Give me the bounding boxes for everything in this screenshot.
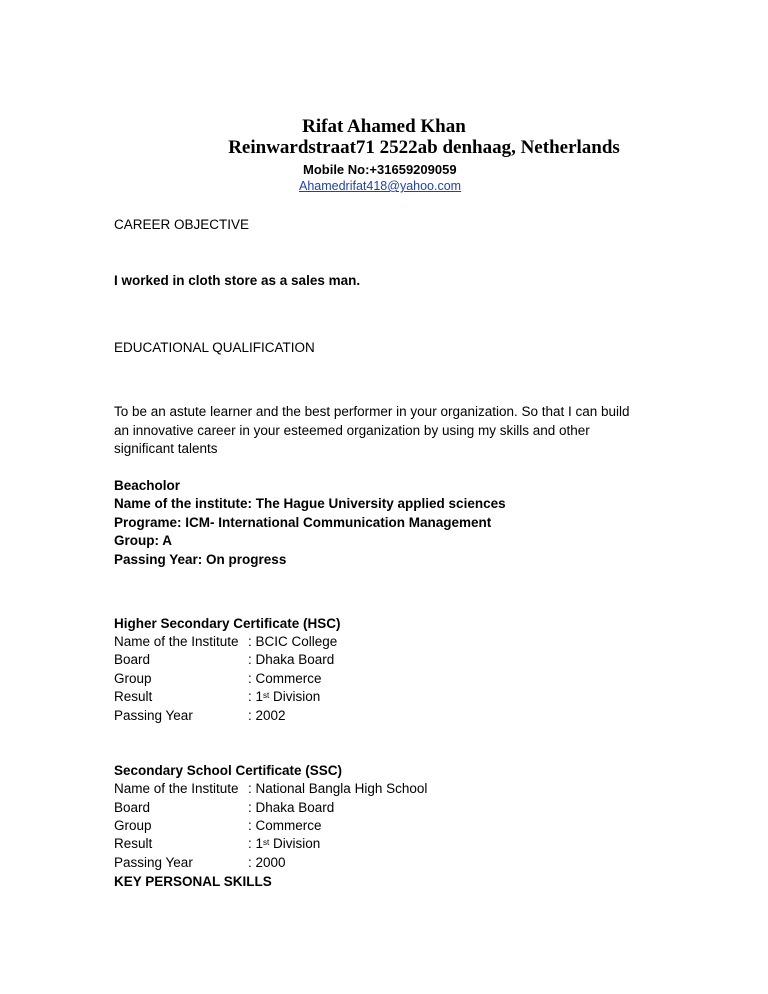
row-label: Name of the Institute <box>114 634 239 649</box>
row-value: : Dhaka Board <box>248 652 335 667</box>
career-objective-text: I worked in cloth store as a sales man. <box>114 273 361 288</box>
education-intro-line: an innovative career in your esteemed organization by using my skills and other <box>114 423 590 438</box>
bachelor-group: Group: A <box>114 533 172 548</box>
row-label: Result <box>114 836 153 851</box>
ssc-row-result <box>114 835 320 854</box>
row-value: : BCIC College <box>248 634 338 649</box>
ssc-row-passing-year <box>114 854 286 873</box>
row-label: Board <box>114 652 151 667</box>
resume-address: Reinwardstraat71 2522ab denhaag, Netherlands <box>228 137 620 158</box>
education-heading: EDUCATIONAL QUALIFICATION <box>114 340 315 355</box>
hsc-row-board <box>114 651 334 670</box>
ssc-row-institute <box>114 780 427 799</box>
row-value: : Dhaka Board <box>248 800 335 815</box>
education-intro-line: significant talents <box>114 441 218 456</box>
row-value: : 1st Division <box>248 836 321 851</box>
hsc-row-result <box>114 688 320 707</box>
education-intro-line: To be an astute learner and the best performer in your organization. So that I can build <box>114 404 630 419</box>
bachelor-passing-year: Passing Year: On progress <box>114 552 287 567</box>
row-label: Board <box>114 800 151 815</box>
ssc-row-board <box>114 799 334 818</box>
bachelor-program: Programe: ICM- International Communication Management <box>114 515 492 530</box>
row-label: Group <box>114 818 152 833</box>
bachelor-institute: Name of the institute: The Hague University applied sciences <box>114 496 506 511</box>
row-label: Passing Year <box>114 708 193 723</box>
row-label: Passing Year <box>114 855 193 870</box>
row-label: Result <box>114 689 153 704</box>
bachelor-title: Beacholor <box>114 478 181 493</box>
row-label: Name of the Institute <box>114 781 239 796</box>
row-value: : 2000 <box>248 855 286 870</box>
email-link[interactable]: Ahamedrifat418@yahoo.com <box>299 179 462 193</box>
ssc-title: Secondary School Certificate (SSC) <box>114 763 343 778</box>
row-value: : Commerce <box>248 671 322 686</box>
resume-mobile: Mobile No:+31659209059 <box>303 162 457 177</box>
row-label: Group <box>114 671 152 686</box>
ssc-row-group <box>114 817 322 836</box>
row-value: : National Bangla High School <box>248 781 428 796</box>
hsc-row-institute <box>114 633 337 652</box>
hsc-row-passing-year <box>114 707 286 726</box>
resume-name: Rifat Ahamed Khan <box>302 116 466 137</box>
skills-heading: KEY PERSONAL SKILLS <box>114 874 272 889</box>
hsc-title: Higher Secondary Certificate (HSC) <box>114 616 341 631</box>
hsc-row-group <box>114 670 322 689</box>
row-value: : Commerce <box>248 818 322 833</box>
row-value: : 2002 <box>248 708 286 723</box>
career-objective-heading: CAREER OBJECTIVE <box>114 217 250 232</box>
row-value: : 1st Division <box>248 689 321 704</box>
